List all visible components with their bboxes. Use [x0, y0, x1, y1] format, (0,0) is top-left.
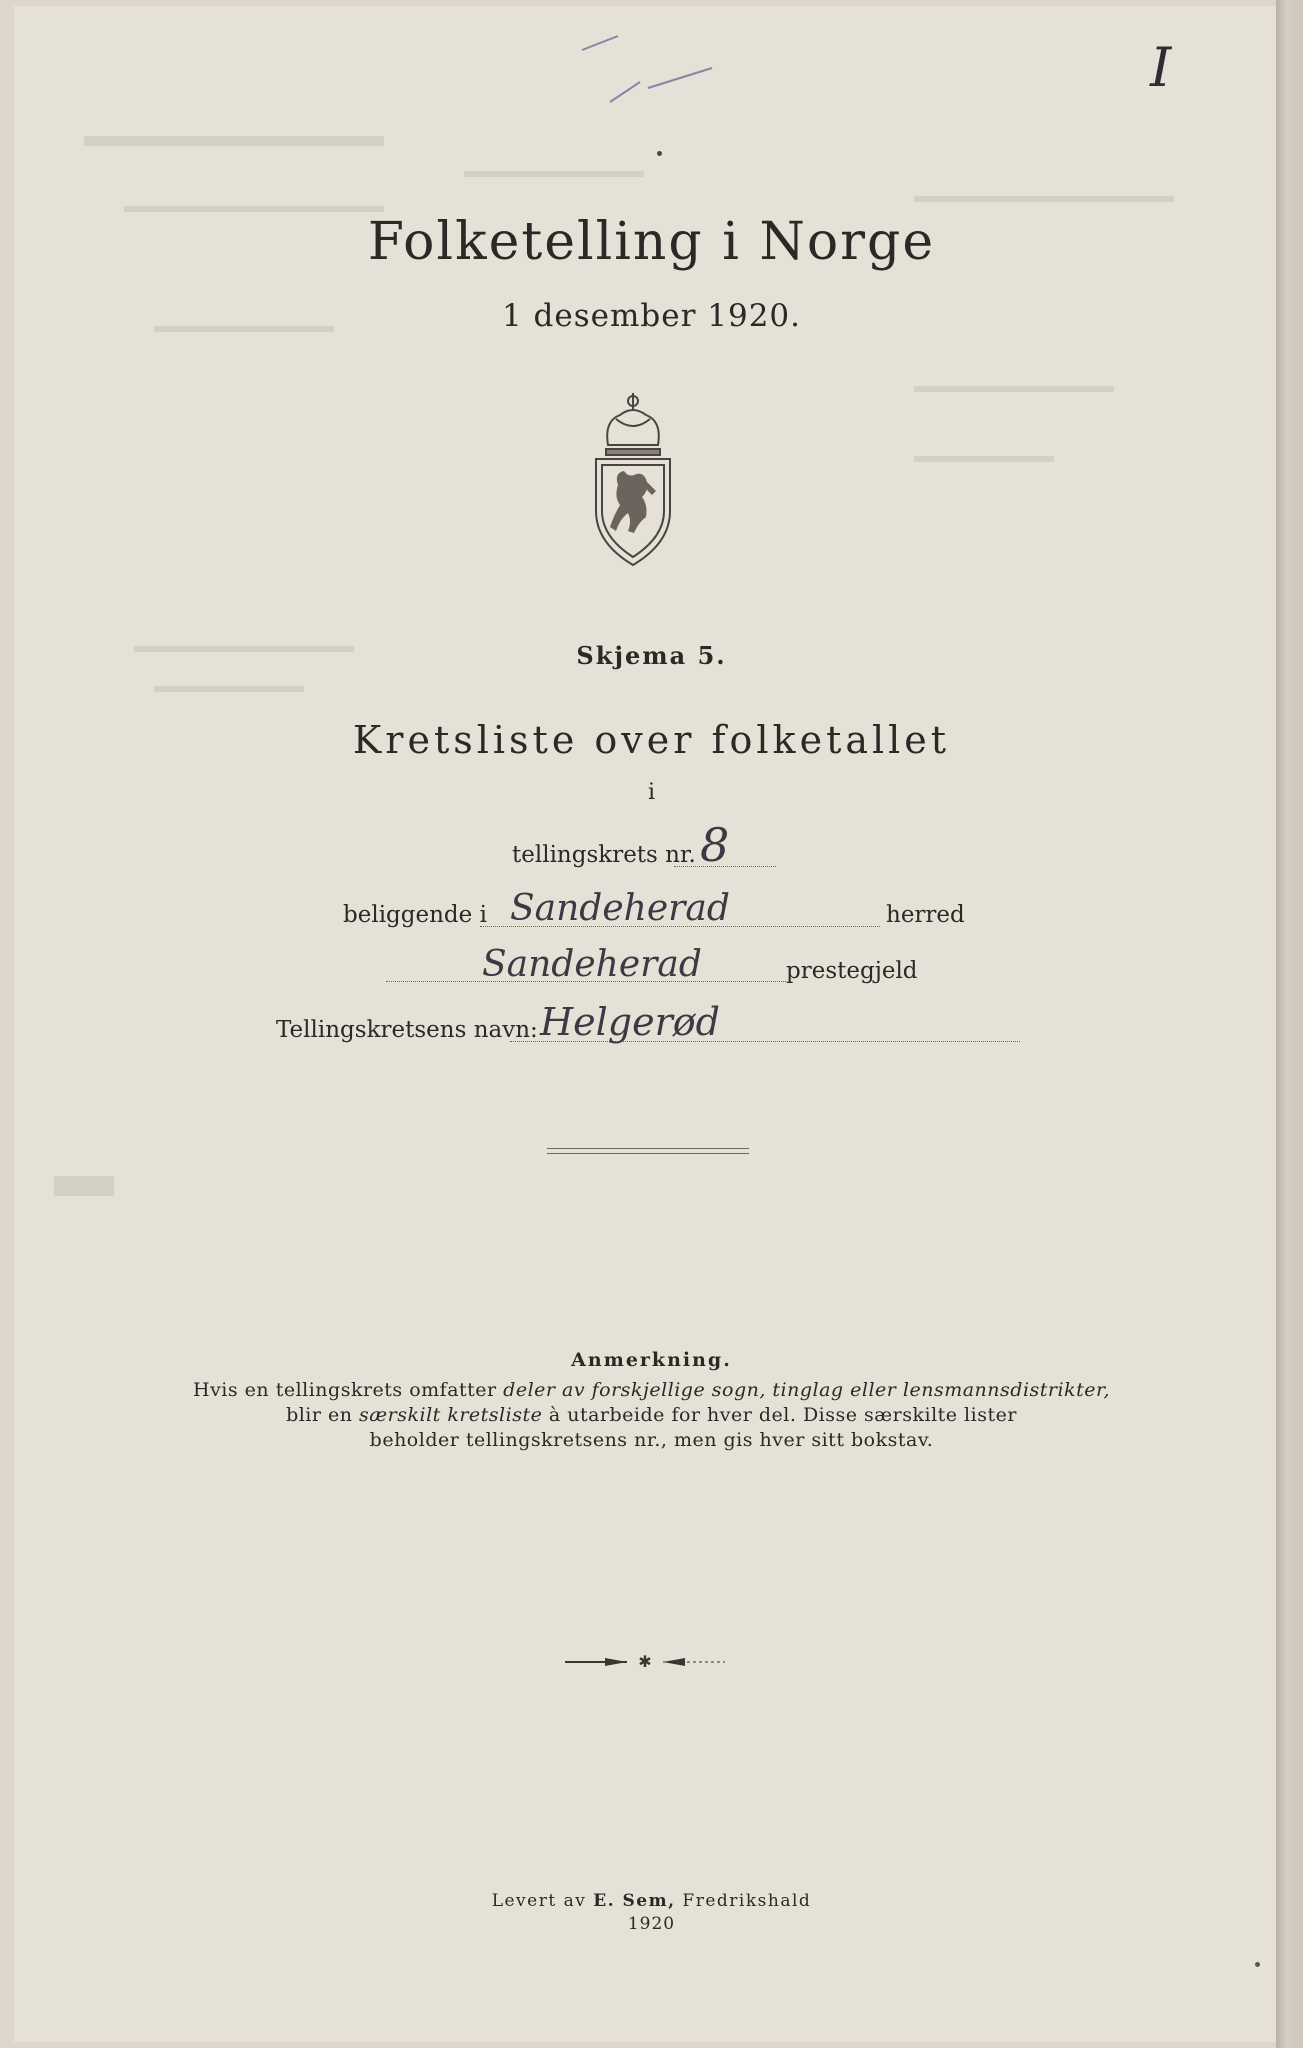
- printer-name: E. Sem,: [593, 1891, 676, 1911]
- note-line-1: [0, 1379, 1303, 1401]
- census-date: 1 desember 1920.: [501, 298, 802, 334]
- beliggende-label: beliggende i: [343, 902, 487, 928]
- note-title: Anmerkning.: [571, 1349, 732, 1371]
- corner-roman-numeral: I: [1150, 36, 1172, 99]
- ink-dot: [657, 151, 662, 156]
- printer-credit: [0, 1891, 1303, 1911]
- krets-number-value: 8: [700, 818, 730, 872]
- printer-place: Fredrikshald: [675, 1891, 812, 1911]
- printer-prefix: Levert av: [491, 1891, 594, 1911]
- note-line-2-text-b: à utarbeide for hver del. Disse særskilte lister: [542, 1404, 1017, 1426]
- pencil-marks: [570, 30, 730, 120]
- prestegjeld-value: Sandeherad: [482, 944, 702, 985]
- document-title: Folketelling i Norge: [367, 212, 936, 272]
- note-line-2: [0, 1404, 1303, 1426]
- note-line-1-emphasis: deler av forskjellige sogn, tinglag eller lensmannsdistrikter,: [503, 1379, 1110, 1401]
- norwegian-coat-of-arms-icon: [590, 393, 676, 569]
- krets-name-value: Helgerød: [540, 1000, 720, 1044]
- connector-word: i: [647, 780, 656, 805]
- section-divider: [547, 1148, 749, 1154]
- note-line-3: beholder tellingskretsens nr., men gis hver sitt bokstav.: [369, 1429, 934, 1451]
- prestegjeld-label: prestegjeld: [786, 958, 918, 984]
- note-line-2-text-a: blir en: [286, 1404, 360, 1426]
- schema-number: Skjema 5.: [576, 641, 727, 670]
- form-heading: Kretsliste over folketallet: [352, 718, 951, 762]
- herred-label: herred: [886, 902, 965, 928]
- ornament-divider-icon: [565, 1652, 725, 1672]
- krets-name-label: Tellingskretsens navn:: [276, 1017, 538, 1043]
- svg-text:✱: ✱: [638, 1652, 652, 1671]
- krets-number-label: tellingskrets nr.: [512, 842, 696, 868]
- note-line-1-text: Hvis en tellingskrets omfatter: [193, 1379, 504, 1401]
- note-line-2-emphasis: særskilt kretsliste: [359, 1404, 543, 1426]
- herred-value: Sandeherad: [510, 888, 730, 929]
- ink-dot-bottom: [1255, 1962, 1260, 1967]
- printer-year: 1920: [627, 1914, 676, 1934]
